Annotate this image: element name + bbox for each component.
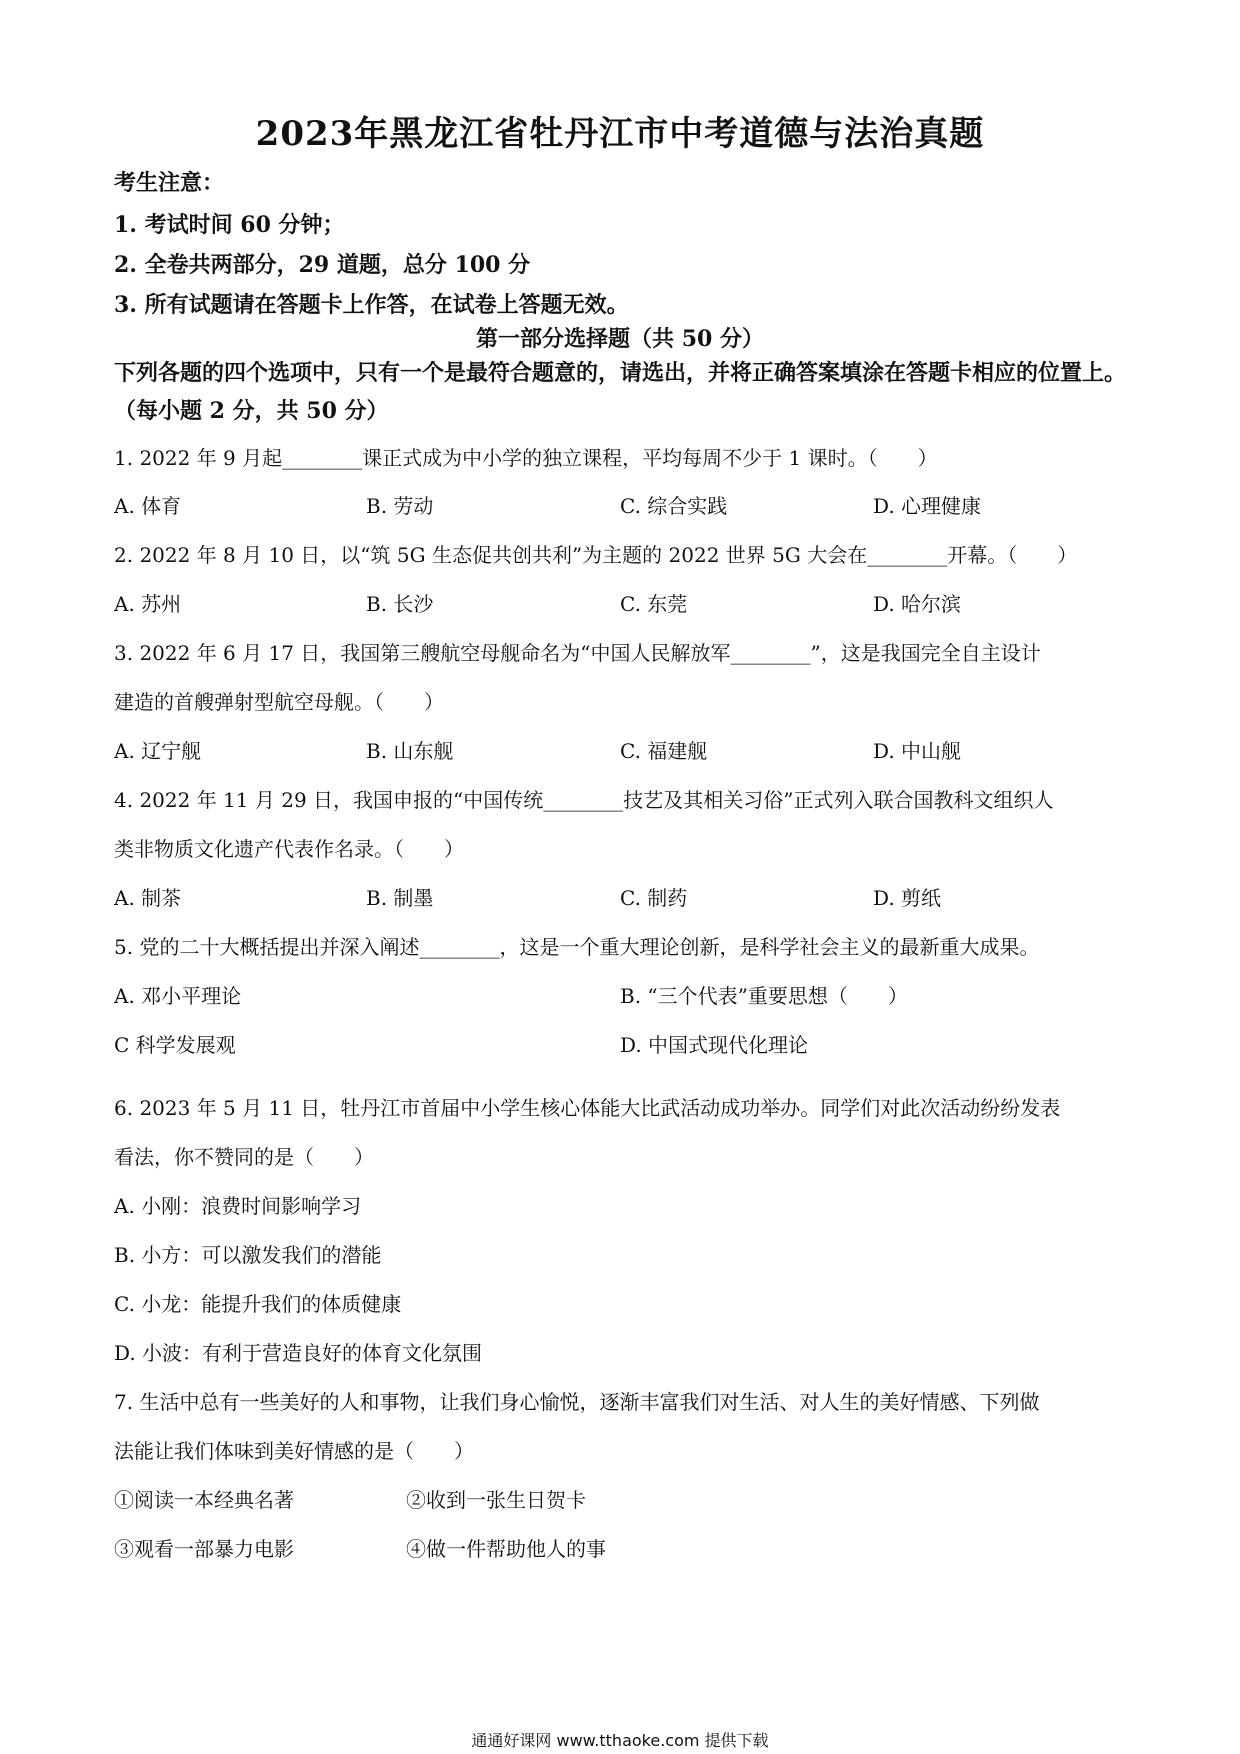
question-2-text: 2. 2022 年 8 月 10 日，以“筑 5G 生态促共创共利”为主题的 2022 世界 5G 大会在________开幕。（ ）	[114, 543, 1078, 567]
question-7-item-3: ③观看一部暴力电影	[114, 1537, 294, 1561]
question-2-option-b: B. 长沙	[366, 592, 434, 616]
question-3-option-c: C. 福建舰	[620, 739, 708, 763]
question-1-option-b: B. 劳动	[366, 494, 434, 518]
question-5-option-d: D. 中国式现代化理论	[620, 1033, 809, 1057]
question-6-option-c: C. 小龙：能提升我们的体质健康	[114, 1292, 402, 1316]
question-6-option-b: B. 小方：可以激发我们的潜能	[114, 1243, 382, 1267]
question-3-option-b: B. 山东舰	[366, 739, 454, 763]
question-2-option-a: A. 苏州	[114, 592, 182, 616]
question-2-option-c: C. 东莞	[620, 592, 688, 616]
question-1-option-d: D. 心理健康	[873, 494, 982, 518]
notice-item-3: 3. 所有试题请在答题卡上作答，在试卷上答题无效。	[114, 292, 629, 318]
page-title: 2023年黑龙江省牡丹江市中考道德与法治真题	[255, 114, 985, 154]
question-2-option-d: D. 哈尔滨	[873, 592, 962, 616]
question-3-option-d: D. 中山舰	[873, 739, 962, 763]
question-7-item-4: ④做一件帮助他人的事	[406, 1537, 606, 1561]
question-1-text: 1. 2022 年 9 月起________课正式成为中小学的独立课程，平均每周不少于 1 课时。（ ）	[114, 446, 938, 470]
question-3-text-line-2: 建造的首艘弹射型航空母舰。（ ）	[114, 690, 444, 714]
question-5-option-a: A. 邓小平理论	[114, 984, 242, 1008]
question-7-text-line-2: 法能让我们体味到美好情感的是（ ）	[114, 1439, 474, 1463]
question-5-text: 5. 党的二十大概括提出并深入阐述________，这是一个重大理论创新，是科学社会主义的最新重大成果。	[114, 935, 1040, 959]
question-1-option-a: A. 体育	[114, 494, 182, 518]
question-5-option-c: C 科学发展观	[114, 1033, 236, 1057]
question-5-option-b: B. “三个代表”重要思想（ ）	[620, 984, 908, 1008]
page-footer: 通通好课网 www.tthaoke.com 提供下载	[471, 1731, 769, 1750]
question-4-text-line-1: 4. 2022 年 11 月 29 日，我国申报的“中国传统________技艺及其相关习俗”正式列入联合国教科文组织人	[114, 788, 1054, 812]
question-4-option-c: C. 制药	[620, 886, 688, 910]
section-instruction: 下列各题的四个选项中，只有一个是最符合题意的，请选出，并将正确答案填涂在答题卡相应的位置上。（每小题 2 分，共 50 分）	[114, 360, 1127, 424]
question-4-option-a: A. 制茶	[114, 886, 182, 910]
section-heading: 第一部分选择题（共 50 分）	[476, 326, 764, 352]
question-6-text-line-2: 看法，你不赞同的是（ ）	[114, 1145, 374, 1169]
question-4-text-line-2: 类非物质文化遗产代表作名录。（ ）	[114, 837, 464, 861]
question-3-option-a: A. 辽宁舰	[114, 739, 202, 763]
question-6-text-line-1: 6. 2023 年 5 月 11 日，牡丹江市首届中小学生核心体能大比武活动成功举办。同学们对此次活动纷纷发表	[114, 1096, 1061, 1120]
notice-heading: 考生注意：	[114, 170, 225, 196]
question-4-option-d: D. 剪纸	[873, 886, 942, 910]
question-7-item-2: ②收到一张生日贺卡	[406, 1488, 586, 1512]
notice-item-2: 2. 全卷共两部分，29 道题，总分 100 分	[114, 252, 531, 278]
question-1-option-c: C. 综合实践	[620, 494, 728, 518]
question-7-item-1: ①阅读一本经典名著	[114, 1488, 294, 1512]
notice-item-1: 1. 考试时间 60 分钟；	[114, 212, 345, 238]
question-7-text-line-1: 7. 生活中总有一些美好的人和事物，让我们身心愉悦，逐渐丰富我们对生活、对人生的美好情感、下列做	[114, 1390, 1040, 1414]
question-6-option-d: D. 小波：有利于营造良好的体育文化氛围	[114, 1341, 483, 1365]
question-3-text-line-1: 3. 2022 年 6 月 17 日，我国第三艘航空母舰命名为“中国人民解放军________”，这是我国完全自主设计	[114, 641, 1041, 665]
question-4-option-b: B. 制墨	[366, 886, 434, 910]
question-6-option-a: A. 小刚：浪费时间影响学习	[114, 1194, 362, 1218]
